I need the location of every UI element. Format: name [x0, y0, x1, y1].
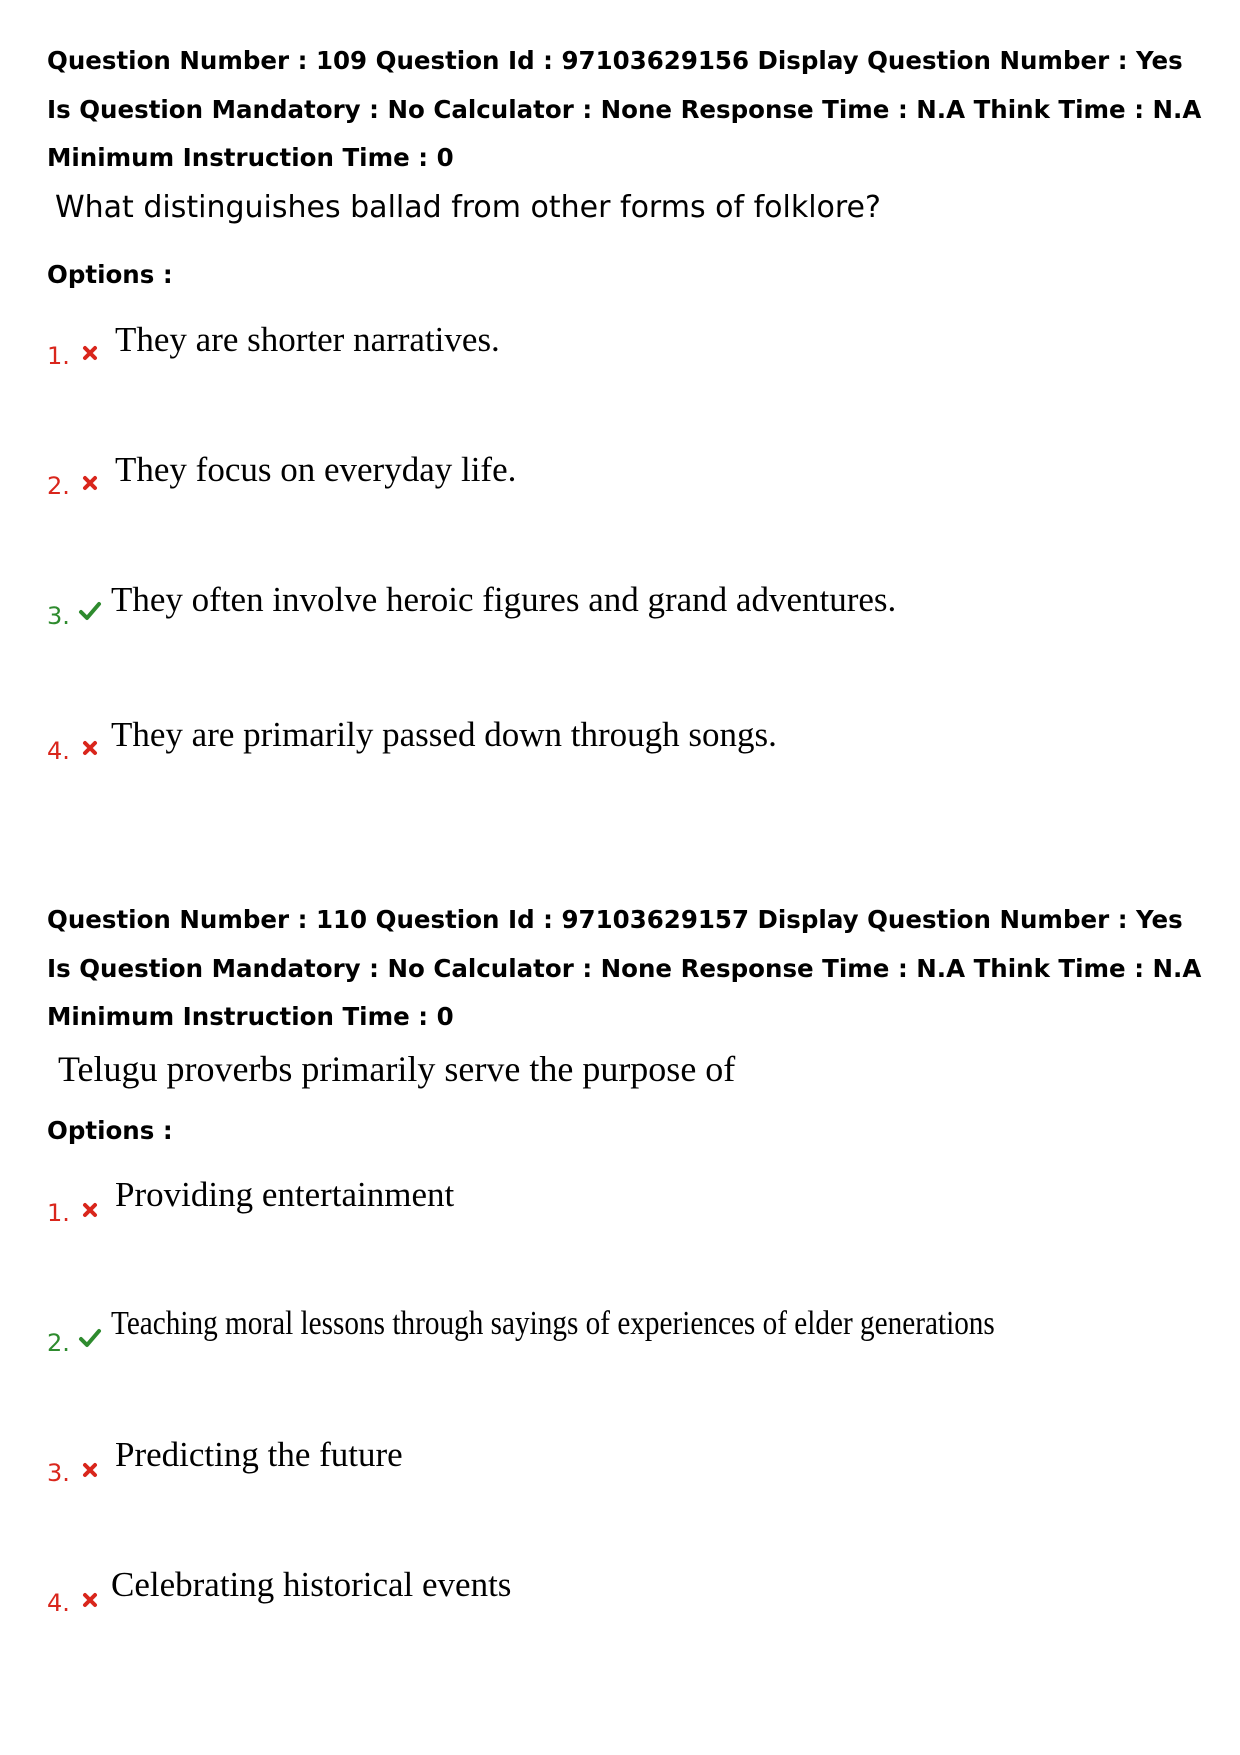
option-item [47, 450, 1147, 510]
option-item [47, 715, 1147, 775]
option-item [47, 1435, 1147, 1495]
cross-icon [77, 1587, 103, 1613]
check-icon [77, 1325, 103, 1351]
option-number: 1. [47, 1199, 70, 1227]
option-text: They are primarily passed down through songs. [111, 715, 777, 754]
question-meta: Question Number : 110 Question Id : 97103629157 Display Question Number : Yes Is Question Mandatory : No Calculator : None Response Time : N.A Think Time : N.A Minimum Instruction Time : 0 [47, 905, 1202, 1031]
options-label: Options : [47, 260, 173, 289]
option-text: Predicting the future [115, 1435, 403, 1474]
question-stem: What distinguishes ballad from other forms of folklore? [55, 190, 881, 225]
option-number: 2. [47, 1329, 70, 1357]
cross-icon [77, 470, 103, 496]
option-number: 3. [47, 602, 70, 630]
option-item [47, 1305, 1147, 1365]
option-item [47, 320, 1147, 380]
option-number: 4. [47, 737, 70, 765]
option-text: They focus on everyday life. [115, 450, 517, 489]
option-text: They are shorter narratives. [115, 320, 500, 359]
cross-icon [77, 1457, 103, 1483]
option-text: Providing entertainment [115, 1175, 455, 1214]
cross-icon [77, 1197, 103, 1223]
option-item [47, 580, 1147, 640]
question-meta: Question Number : 109 Question Id : 97103629156 Display Question Number : Yes Is Question Mandatory : No Calculator : None Response Time : N.A Think Time : N.A Minimum Instruction Time : 0 [47, 46, 1202, 172]
option-number: 4. [47, 1589, 70, 1617]
cross-icon [77, 735, 103, 761]
option-text-inner: Teaching moral lessons through sayings of experiences of elder generations [111, 1305, 995, 1342]
cross-icon [77, 340, 103, 366]
option-text [111, 1305, 1139, 1343]
option-item [47, 1175, 1147, 1235]
option-text: Celebrating historical events [111, 1565, 512, 1604]
option-number: 1. [47, 342, 70, 370]
question-stem: Telugu proverbs primarily serve the purpose of [58, 1049, 736, 1089]
check-icon [77, 598, 103, 624]
option-text: They often involve heroic figures and grand adventures. [111, 580, 897, 619]
option-number: 3. [47, 1459, 70, 1487]
option-number: 2. [47, 472, 70, 500]
options-label: Options : [47, 1116, 173, 1145]
option-item [47, 1565, 1147, 1625]
